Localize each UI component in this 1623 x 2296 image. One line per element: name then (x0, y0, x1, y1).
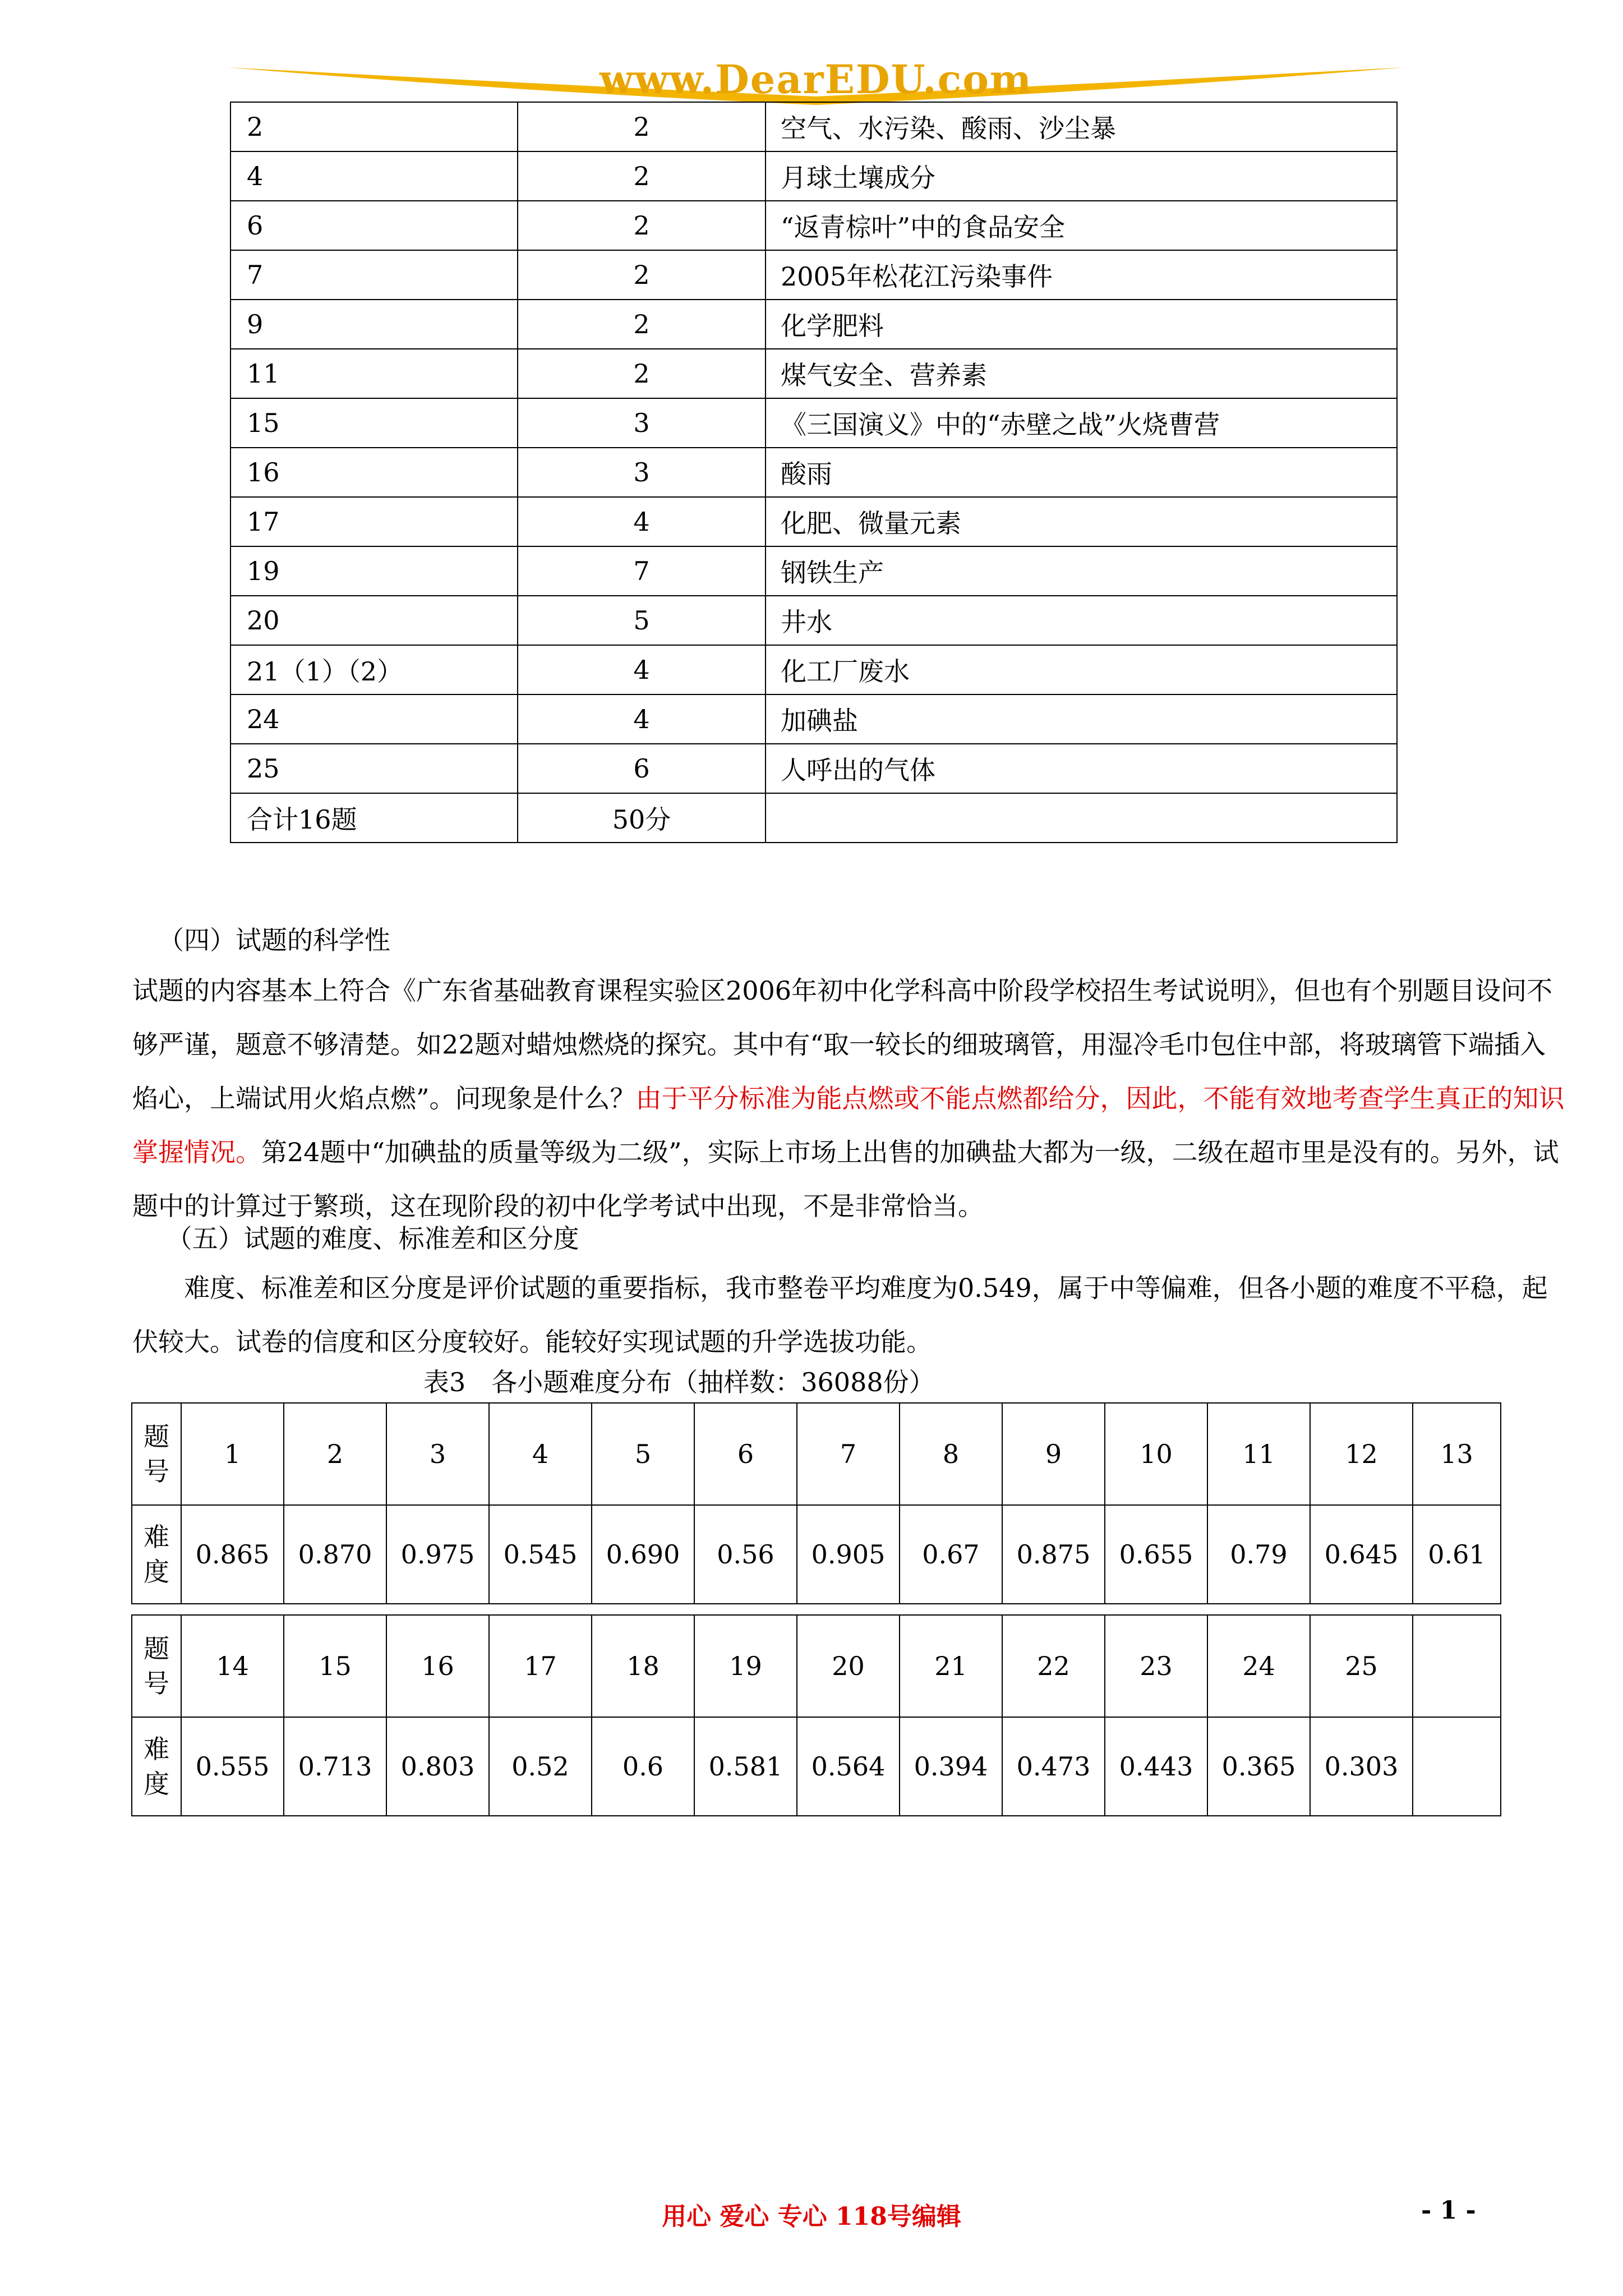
score-cell: 2 (518, 102, 766, 151)
difficulty-value-cell: 0.67 (900, 1505, 1002, 1604)
difficulty-value-cell: 0.713 (284, 1717, 386, 1816)
row-label-difficulty (132, 1505, 181, 1604)
topic-cell: 2005年松花江污染事件 (766, 250, 1397, 300)
table-row (230, 151, 1397, 201)
question-number-cell: 12 (1310, 1403, 1413, 1505)
difficulty-value-cell: 0.56 (694, 1505, 797, 1604)
row-label-difficulty (132, 1717, 181, 1816)
section5-heading: （五）试题的难度、标准差和区分度 (166, 1223, 579, 1254)
difficulty-value-cell: 0.394 (900, 1717, 1002, 1816)
topic-cell: 化工厂废水 (766, 645, 1397, 694)
question-number-row (132, 1403, 1501, 1505)
table-row (230, 201, 1397, 250)
section4-paragraph (132, 964, 1568, 1233)
difficulty-row (132, 1505, 1501, 1604)
footer-text: 用心 爱心 专心 118号编辑 (662, 2202, 961, 2231)
difficulty-value-cell: 0.875 (1002, 1505, 1105, 1604)
table-row (230, 250, 1397, 300)
score-cell: 2 (518, 349, 766, 398)
topic-cell: 井水 (766, 596, 1397, 645)
question-number-cell: 24 (1207, 1615, 1310, 1717)
question-number-cell: 10 (1105, 1403, 1207, 1505)
question-number-cell: 24 (230, 694, 518, 744)
question-number-cell: 20 (230, 596, 518, 645)
topic-cell: 人呼出的气体 (766, 744, 1397, 793)
table-row (230, 102, 1397, 151)
row-label-char: 号 (144, 1456, 169, 1487)
question-number-cell: 15 (284, 1615, 386, 1717)
score-cell: 2 (518, 201, 766, 250)
question-number-cell: 合计16题 (230, 793, 518, 843)
difficulty-value-cell (1413, 1717, 1501, 1816)
difficulty-value-cell: 0.443 (1105, 1717, 1207, 1816)
table-row (230, 744, 1397, 793)
question-number-cell: 21 (900, 1615, 1002, 1717)
question-number-cell: 17 (230, 497, 518, 546)
question-number-cell: 13 (1413, 1403, 1501, 1505)
table-row (230, 398, 1397, 448)
question-number-cell: 9 (230, 300, 518, 349)
question-number-cell: 1 (181, 1403, 284, 1505)
question-number-cell: 4 (230, 151, 518, 201)
table-row (230, 497, 1397, 546)
question-number-cell: 19 (694, 1615, 797, 1717)
section4-text-2: 第24题中“加碘盐的质量等级为二级”，实际上市场上出售的加碘盐大都为一级，二级在超市里是没有的。另外，试题中的计算过于繁琐，这在现阶段的初中化学考试中出现，不是非常恰当。 (132, 1137, 1559, 1221)
row-label-char: 题 (144, 1421, 169, 1452)
table-row (230, 546, 1397, 596)
table-row (230, 694, 1397, 744)
topic-cell: “返青棕叶”中的食品安全 (766, 201, 1397, 250)
difficulty-table-part2 (131, 1614, 1501, 1816)
topic-cell: 煤气安全、营养素 (766, 349, 1397, 398)
page-number: - 1 - (1421, 2196, 1476, 2225)
table-row (230, 596, 1397, 645)
topic-cell: 空气、水污染、酸雨、沙尘暴 (766, 102, 1397, 151)
difficulty-value-cell: 0.564 (797, 1717, 900, 1816)
difficulty-value-cell: 0.545 (489, 1505, 592, 1604)
question-number-row (132, 1615, 1501, 1717)
question-number-cell: 4 (489, 1403, 592, 1505)
score-cell: 6 (518, 744, 766, 793)
topic-cell: 《三国演义》中的“赤壁之战”火烧曹营 (766, 398, 1397, 448)
question-number-cell: 21（1）（2） (230, 645, 518, 694)
row-label-char: 难 (144, 1734, 169, 1764)
question-number-cell: 17 (489, 1615, 592, 1717)
score-cell: 50分 (518, 793, 766, 843)
score-cell: 2 (518, 151, 766, 201)
difficulty-value-cell: 0.79 (1207, 1505, 1310, 1604)
question-number-cell: 9 (1002, 1403, 1105, 1505)
section5-paragraph: 难度、标准差和区分度是评价试题的重要指标，我市整卷平均难度为0.549，属于中等偏难，但各小题的难度不平稳，起伏较大。试卷的信度和区分度较好。能较好实现试题的升学选拔功能。 (132, 1273, 1548, 1357)
score-cell: 4 (518, 497, 766, 546)
score-cell: 3 (518, 448, 766, 497)
score-cell: 5 (518, 596, 766, 645)
score-cell: 2 (518, 250, 766, 300)
question-number-cell: 3 (386, 1403, 489, 1505)
difficulty-value-cell: 0.303 (1310, 1717, 1413, 1816)
question-number-cell: 19 (230, 546, 518, 596)
difficulty-value-cell: 0.6 (592, 1717, 694, 1816)
score-cell: 2 (518, 300, 766, 349)
difficulty-table-part1 (131, 1402, 1501, 1604)
topic-cell: 化肥、微量元素 (766, 497, 1397, 546)
row-label-char: 题 (144, 1634, 169, 1664)
topic-cell: 月球土壤成分 (766, 151, 1397, 201)
question-number-cell: 11 (230, 349, 518, 398)
topic-cell: 钢铁生产 (766, 546, 1397, 596)
difficulty-value-cell: 0.61 (1413, 1505, 1501, 1604)
table-row (230, 448, 1397, 497)
table-row (230, 349, 1397, 398)
table-row (230, 645, 1397, 694)
question-number-cell: 6 (230, 201, 518, 250)
question-number-cell: 7 (797, 1403, 900, 1505)
question-number-cell: 16 (386, 1615, 489, 1717)
question-number-cell: 18 (592, 1615, 694, 1717)
difficulty-value-cell: 0.645 (1310, 1505, 1413, 1604)
section4-red-text: 由于平分标准为能点燃或不能点燃都给分，因此，不能有效地考查学生真正的知识掌握情况。 (132, 1083, 1565, 1167)
score-cell: 4 (518, 694, 766, 744)
difficulty-value-cell: 0.473 (1002, 1717, 1105, 1816)
table-row (230, 793, 1397, 843)
difficulty-value-cell: 0.690 (592, 1505, 694, 1604)
site-url-text: www.DearEDU.com (599, 56, 1032, 103)
question-number-cell: 2 (230, 102, 518, 151)
row-label-char: 度 (144, 1769, 169, 1799)
question-number-cell: 14 (181, 1615, 284, 1717)
topic-cell: 加碘盐 (766, 694, 1397, 744)
question-number-cell: 15 (230, 398, 518, 448)
difficulty-value-cell: 0.870 (284, 1505, 386, 1604)
question-number-cell: 20 (797, 1615, 900, 1717)
difficulty-row (132, 1717, 1501, 1816)
score-cell: 3 (518, 398, 766, 448)
question-number-cell (1413, 1615, 1501, 1717)
question-number-cell: 23 (1105, 1615, 1207, 1717)
row-label-char: 号 (144, 1668, 169, 1699)
table-row (230, 300, 1397, 349)
row-label-char: 难 (144, 1522, 169, 1552)
table3-caption: 表3 各小题难度分布（抽样数：36088份） (423, 1367, 935, 1397)
difficulty-value-cell: 0.905 (797, 1505, 900, 1604)
question-number-cell: 25 (230, 744, 518, 793)
difficulty-value-cell: 0.555 (181, 1717, 284, 1816)
score-cell: 7 (518, 546, 766, 596)
difficulty-value-cell: 0.655 (1105, 1505, 1207, 1604)
question-number-cell: 2 (284, 1403, 386, 1505)
score-cell: 4 (518, 645, 766, 694)
question-topic-table (230, 102, 1398, 843)
difficulty-value-cell: 0.865 (181, 1505, 284, 1604)
section4-text-1: 试题的内容基本上符合《广东省基础教育课程实验区2006年初中化学科高中阶段学校招生考试说明》，但也有个别题目设问不够严谨，题意不够清楚。如22题对蜡烛燃烧的探究。其中有“取一较长的细玻璃管，用湿冷毛巾包住中部，将玻璃管下端插入焰心，上端试用火焰点燃”。问现象是什么？ (132, 976, 1553, 1114)
question-number-cell: 11 (1207, 1403, 1310, 1505)
difficulty-value-cell: 0.52 (489, 1717, 592, 1816)
question-number-cell: 16 (230, 448, 518, 497)
difficulty-value-cell: 0.581 (694, 1717, 797, 1816)
topic-cell (766, 793, 1397, 843)
difficulty-value-cell: 0.803 (386, 1717, 489, 1816)
question-number-cell: 25 (1310, 1615, 1413, 1717)
row-label-char: 度 (144, 1557, 169, 1587)
difficulty-value-cell: 0.975 (386, 1505, 489, 1604)
difficulty-value-cell: 0.365 (1207, 1717, 1310, 1816)
question-number-cell: 6 (694, 1403, 797, 1505)
topic-cell: 化学肥料 (766, 300, 1397, 349)
question-number-cell: 7 (230, 250, 518, 300)
section4-heading: （四）试题的科学性 (158, 925, 390, 955)
question-number-cell: 8 (900, 1403, 1002, 1505)
row-label-question-number (132, 1615, 181, 1717)
question-number-cell: 22 (1002, 1615, 1105, 1717)
site-header-banner (224, 52, 1408, 108)
question-number-cell: 5 (592, 1403, 694, 1505)
row-label-question-number (132, 1403, 181, 1505)
topic-cell: 酸雨 (766, 448, 1397, 497)
